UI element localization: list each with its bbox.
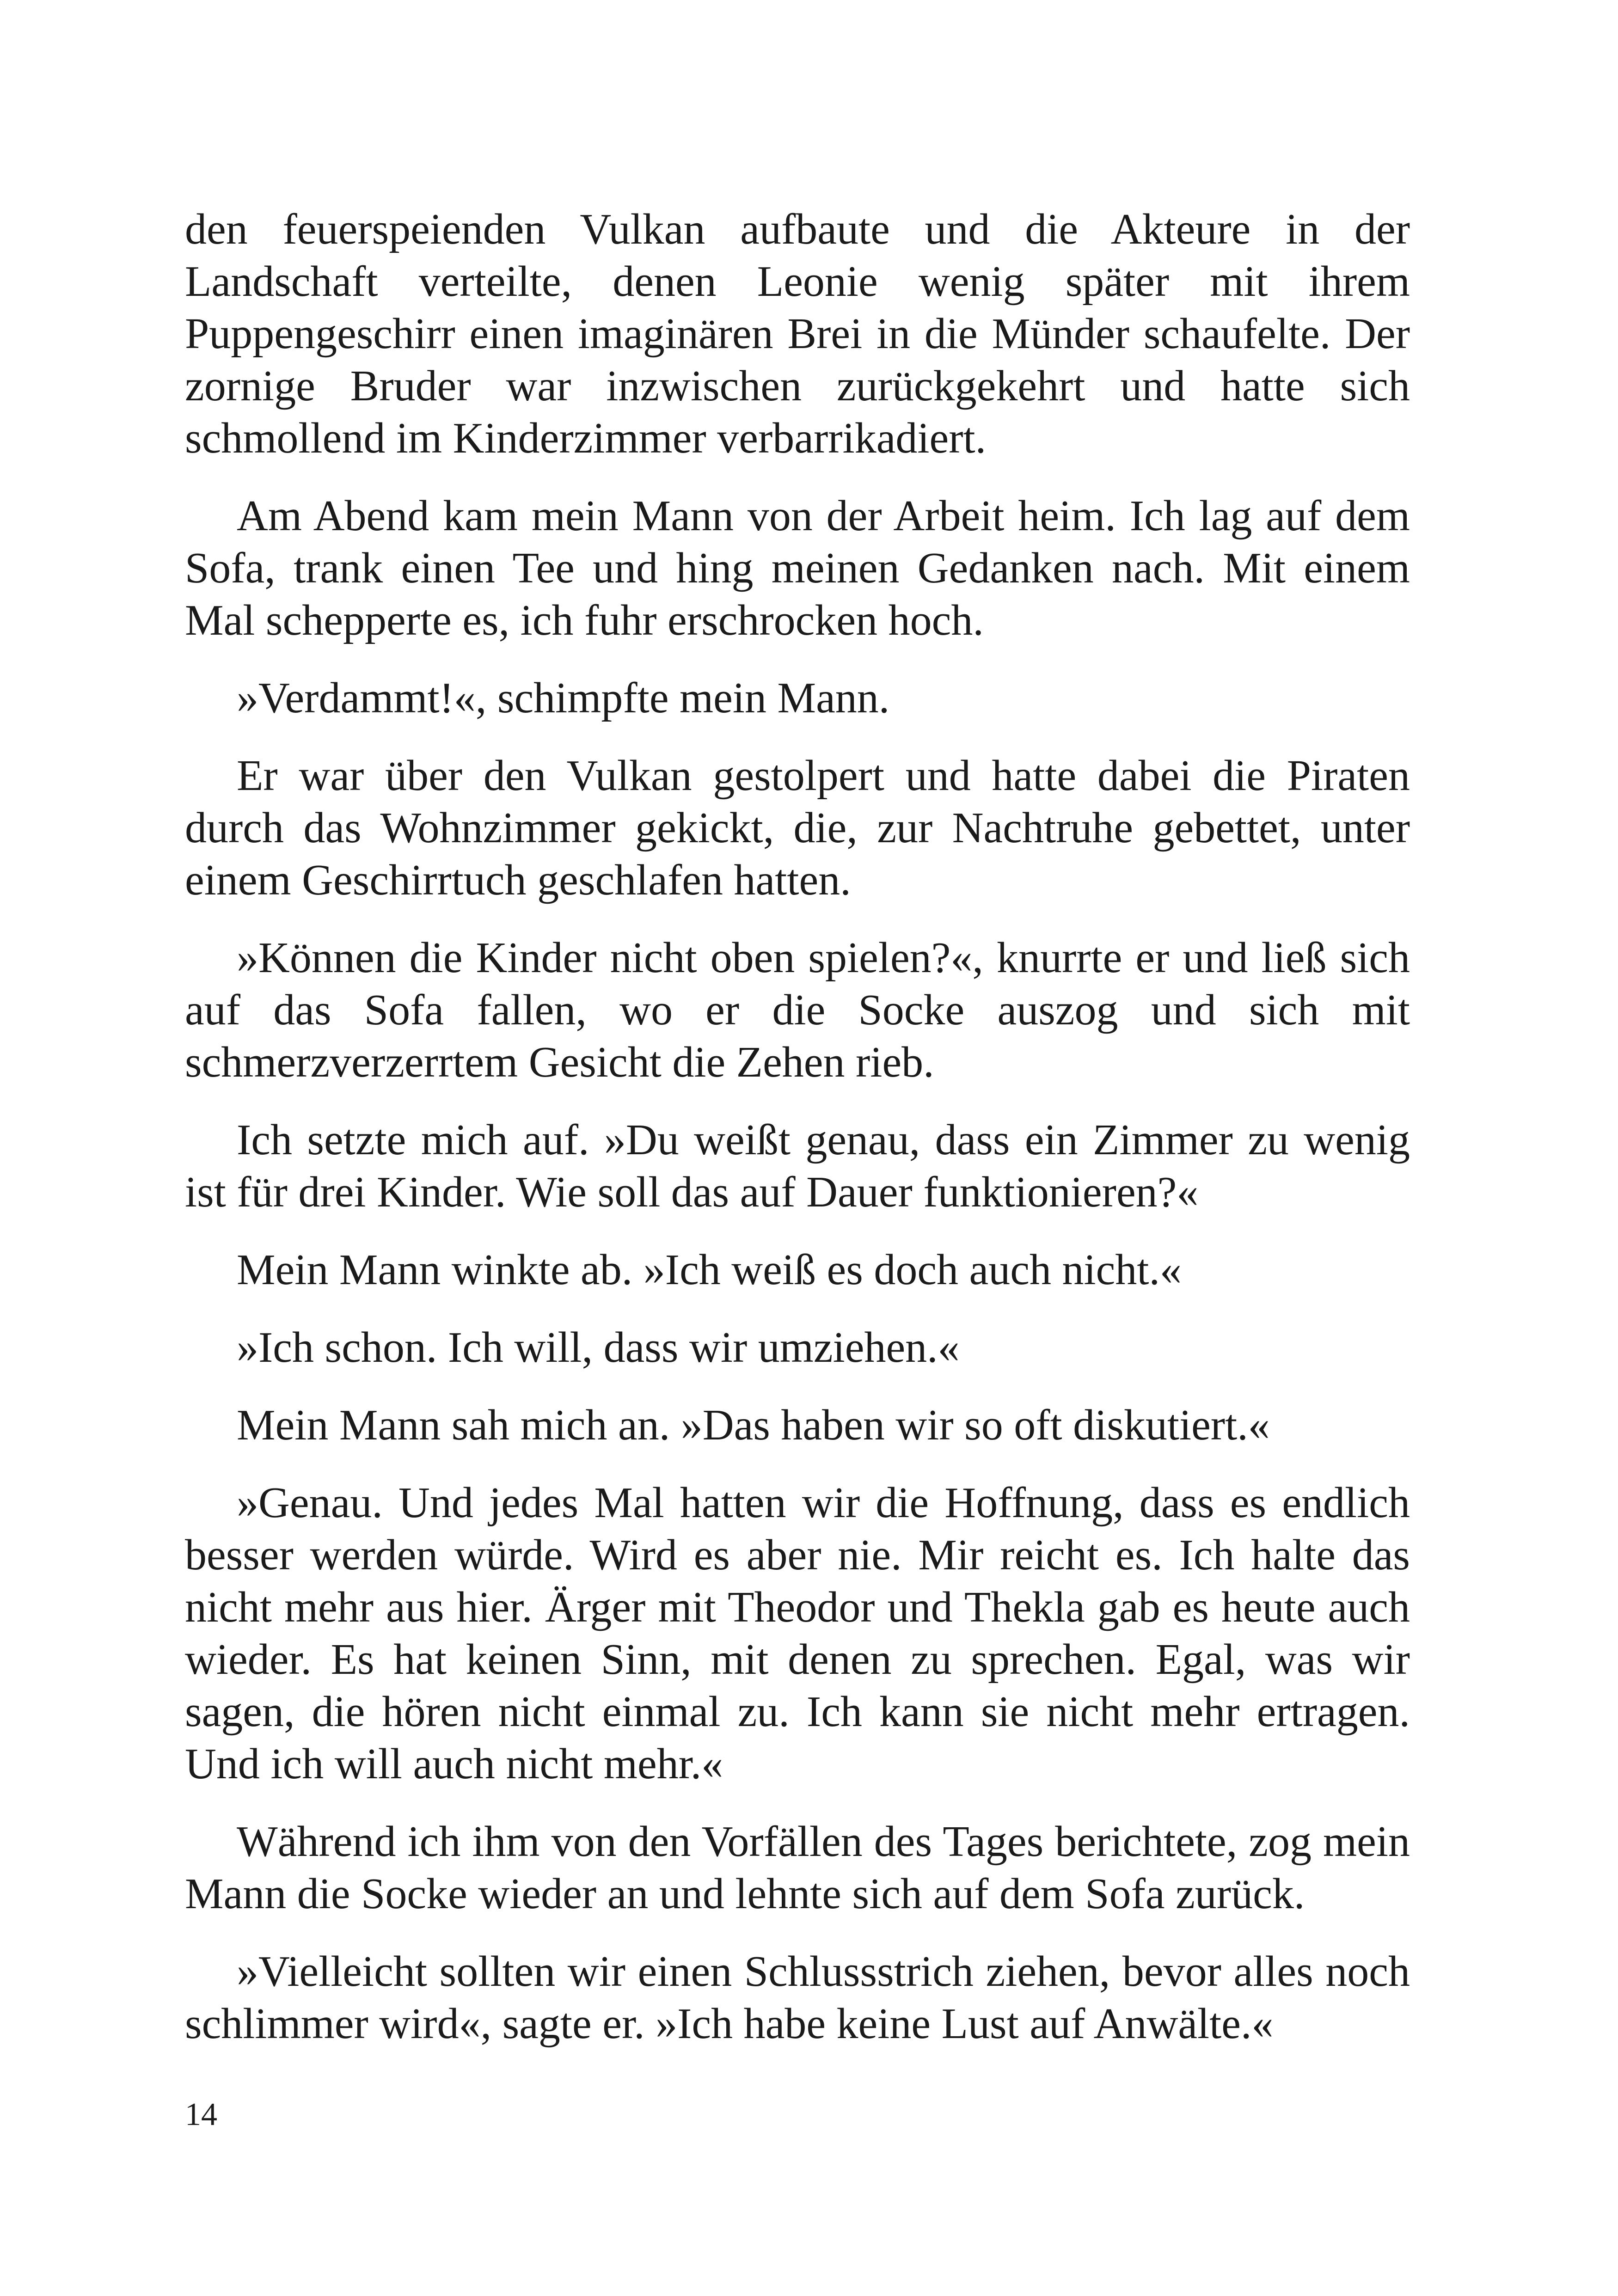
paragraph: Er war über den Vulkan gestolpert und hatte dabei die Piraten durch das Wohnzimmer gekickt, die, zur Nachtruhe gebettet, unter einem Geschirrtuch geschlafen hatten.	[185, 752, 1410, 904]
paragraph: Am Abend kam mein Mann von der Arbeit heim. Ich lag auf dem Sofa, trank einen Tee und hing meinen Gedanken nach. Mit einem Mal schepperte es, ich fuhr erschrocken hoch.	[185, 492, 1410, 644]
paragraph: Mein Mann winkte ab. »Ich weiß es doch auch nicht.«	[237, 1246, 1182, 1294]
paragraph: »Können die Kinder nicht oben spielen?«, knurrte er und ließ sich auf das Sofa fallen, wo er die Socke auszog und sich mit schmerzverzerrtem Gesicht die Zehen rieb.	[185, 934, 1410, 1086]
body-text	[185, 203, 1410, 2076]
paragraph: den feuerspeienden Vulkan aufbaute und die Akteure in der Landschaft verteilte, denen Leonie wenig später mit ihrem Puppengeschirr einen imaginären Brei in die Münder schaufelte. Der zornige Bruder war inzwischen zurückgekehrt und hatte sich schmollend im Kinderzimmer verbarrikadiert.	[185, 205, 1410, 462]
paragraph: Mein Mann sah mich an. »Das haben wir so oft diskutiert.«	[237, 1401, 1270, 1449]
paragraph: »Vielleicht sollten wir einen Schlussstrich ziehen, bevor alles noch schlimmer wird«, sagte er. »Ich habe keine Lust auf Anwälte.«	[185, 1947, 1410, 2048]
paragraph: »Genau. Und jedes Mal hatten wir die Hoffnung, dass es endlich besser werden würde. Wird es aber nie. Mir reicht es. Ich halte das nicht mehr aus hier. Ärger mit Theodor und Thekla gab es heute auch wieder. Es hat keinen Sinn, mit denen zu sprechen. Egal, was wir sagen, die hören nicht einmal zu. Ich kann sie nicht mehr ertragen. Und ich will auch nicht mehr.«	[185, 1479, 1410, 1788]
page-number: 14	[185, 2097, 217, 2132]
paragraph: Ich setzte mich auf. »Du weißt genau, dass ein Zimmer zu wenig ist für drei Kinder. Wie soll das auf Dauer funktionieren?«	[185, 1116, 1410, 1216]
paragraph: »Ich schon. Ich will, dass wir umziehen.«	[237, 1323, 960, 1371]
paragraph: »Verdammt!«, schimpfte mein Mann.	[237, 674, 890, 722]
paragraph: Während ich ihm von den Vorfällen des Tages berichtete, zog mein Mann die Socke wieder an und lehnte sich auf dem Sofa zurück.	[185, 1818, 1410, 1918]
